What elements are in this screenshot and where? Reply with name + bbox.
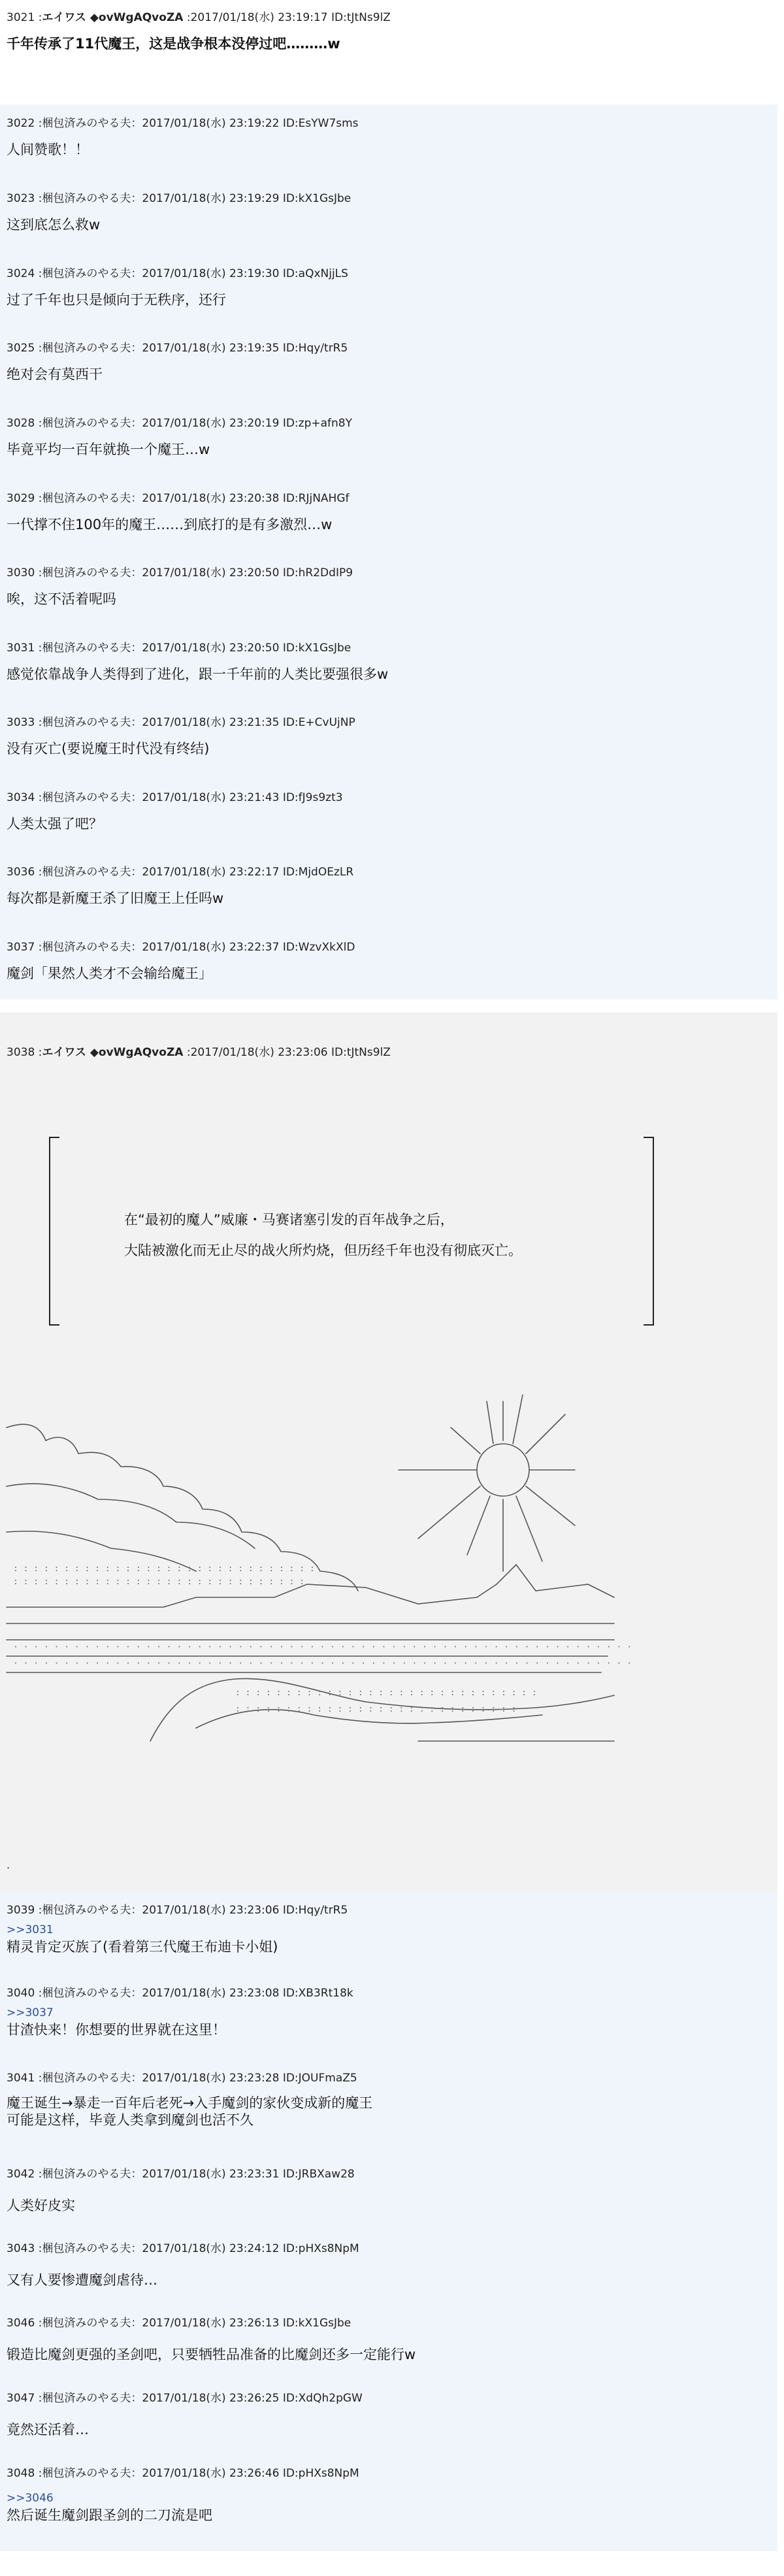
post (7, 791, 343, 834)
post-date: 2017/01/18(水) 23:23:06 (142, 1904, 280, 1917)
poster-name: 梱包済みのやる夫 (42, 2392, 131, 2405)
poster-id: ID:JRBXaw28 (282, 2168, 355, 2181)
main-post (0, 1013, 777, 1891)
reply-anchor-link[interactable]: >>3046 (7, 2492, 54, 2505)
poster-name: 梱包済みのやる夫 (42, 1904, 131, 1917)
post-date: 2017/01/18(水) 23:21:43 (142, 791, 280, 804)
poster-name: 梱包済みのやる夫 (42, 417, 131, 430)
post-number: 3038 (7, 1046, 35, 1059)
poster-id: ID:kX1GsJbe (282, 192, 351, 205)
post-number: 3022 (7, 117, 35, 130)
post-header: 3041 :梱包済みのやる夫：2017/01/18(水) 23:23:28 ID:JOUFmaZ5 (7, 2072, 357, 2085)
poster-id: ID:tJtNs9lZ (331, 11, 391, 24)
poster-name: 梱包済みのやる夫 (42, 192, 131, 205)
post-date: 2017/01/18(水) 23:23:08 (142, 1987, 280, 2000)
post (7, 641, 388, 684)
post (7, 341, 348, 384)
post-body: 绝对会有莫西干 (7, 367, 103, 382)
post-number: 3041 (7, 2072, 35, 2085)
poster-id: ID:E+CvUjNP (282, 716, 355, 729)
svg-text:: : : : : : : : : : : : : : :: : : : : : : : : : : : : : : : : : : : : : : : : : : : : (235, 1704, 517, 1714)
post-header: 3034 :梱包済みのやる夫：2017/01/18(水) 23:21:43 ID:fJ9s9zt3 (7, 791, 343, 804)
poster-name: 梱包済みのやる夫 (42, 492, 131, 505)
post-header: 3047 :梱包済みのやる夫：2017/01/18(水) 23:26:25 ID:XdQh2pGW (7, 2392, 363, 2405)
post-header: 3039 :梱包済みのやる夫：2017/01/18(水) 23:23:06 ID:Hqy/trR5 (7, 1904, 348, 1917)
post (7, 2167, 355, 2215)
post-number: 3029 (7, 492, 35, 505)
poster-name: 梱包済みのやる夫 (42, 2317, 131, 2330)
poster-name: 梱包済みのやる夫 (42, 2467, 131, 2480)
ascii-dots (13, 1564, 632, 1714)
post-date: 2017/01/18(水) 23:22:37 (142, 941, 280, 954)
post-date: 2017/01/18(水) 23:19:30 (142, 267, 280, 280)
svg-text:: : : : : : : : : : : : : : :: : : : : : : : : : : : : : : : : : : : : : : : : : : : : : (13, 1577, 305, 1587)
reply-anchor-link[interactable]: >>3037 (7, 2006, 54, 2019)
poster-name: 梱包済みのやる夫 (42, 566, 131, 579)
poster-id: ID:RJjNAHGf (282, 492, 350, 505)
poster-name: 梱包済みのやる夫 (42, 941, 131, 954)
post (7, 715, 355, 758)
post (7, 491, 350, 534)
post-body: 人类好皮实 (7, 2198, 75, 2213)
narration-line-2: 大陆被激化而无止尽的战火所灼烧，但历经千年也没有彻底灭亡。 (124, 1243, 522, 1258)
post-body: 人类太强了吧？ (7, 816, 103, 832)
poster-id: ID:aQxNjjLS (282, 267, 348, 280)
post-date: 2017/01/18(水) 23:20:19 (142, 417, 280, 430)
post-number: 3048 (7, 2467, 35, 2480)
post-date: 2017/01/18(水) 23:26:25 (142, 2392, 280, 2405)
poster-id: ID:WzvXkXlD (282, 941, 355, 954)
post-number: 3037 (7, 941, 35, 954)
post (7, 2071, 372, 2128)
poster-id: ID:EsYW7sms (282, 117, 359, 130)
post-number: 3021 (7, 11, 35, 24)
post-number: 3042 (7, 2168, 35, 2181)
reply-block (0, 105, 777, 1000)
post-header: 3031 :梱包済みのやる夫：2017/01/18(水) 23:20:50 ID:kX1GsJbe (7, 642, 351, 655)
poster-id: ID:Hqy/trR5 (282, 342, 348, 355)
post-body: 然后诞生魔剑跟圣剑的二刀流是吧 (7, 2507, 212, 2523)
poster-name: 梱包済みのやる夫 (42, 791, 131, 804)
poster-name: エイワス ◆ovWgAQvoZA (42, 11, 184, 24)
poster-id: ID:JOUFmaZ5 (282, 2072, 357, 2085)
post (7, 2242, 359, 2290)
post (7, 865, 353, 908)
poster-name: 梱包済みのやる夫 (42, 2242, 131, 2255)
post (7, 2466, 359, 2525)
post-number: 3046 (7, 2317, 35, 2330)
post-header: 3022 :梱包済みのやる夫：2017/01/18(水) 23:19:22 ID:EsYW7sms (7, 117, 359, 130)
post-body: 锻造比魔剑更强的圣剑吧，只要牺牲品准备的比魔剑还多一定能行w (7, 2347, 416, 2362)
post-number: 3040 (7, 1987, 35, 2000)
post-body: 感觉依靠战争人类得到了进化，跟一千年前的人类比要强很多w (7, 666, 389, 682)
post (7, 1986, 353, 2040)
post-number: 3031 (7, 642, 35, 655)
post-header: 3046 :梱包済みのやる夫：2017/01/18(水) 23:26:13 ID:kX1GsJbe (7, 2317, 351, 2330)
post-number: 3025 (7, 342, 35, 355)
poster-name: エイワス ◆ovWgAQvoZA (42, 1046, 184, 1059)
post-body: 人间赞歌！！ (7, 142, 89, 157)
post-body: 千年传承了11代魔王，这是战争根本没停过吧………w (7, 36, 340, 52)
post-header: 3040 :梱包済みのやる夫：2017/01/18(水) 23:23:08 ID:XB3Rt18k (7, 1987, 353, 2000)
post-header: 3024 :梱包済みのやる夫：2017/01/18(水) 23:19:30 ID:aQxNjjLS (7, 267, 348, 280)
post-date: 2017/01/18(水) 23:20:50 (142, 642, 280, 655)
post-header: 3038 :エイワス ◆ovWgAQvoZA :2017/01/18(水) 23:23:06 ID:tJtNs9lZ (7, 1046, 391, 1059)
narration-line-1: 在“最初的魔人”威廉・马赛诸塞引发的百年战争之后， (124, 1212, 454, 1228)
post-header: 3029 :梱包済みのやる夫：2017/01/18(水) 23:20:38 ID:RJjNAHGf (7, 492, 350, 505)
post-number: 3034 (7, 791, 35, 804)
post (7, 566, 353, 609)
post-number: 3033 (7, 716, 35, 729)
svg-text:: : : : : : : : : : : : : : :: : : : : : : : : : : : : : : : : : : : : : : : : : : : : : : (13, 1564, 315, 1574)
post-header: 3036 :梱包済みのやる夫：2017/01/18(水) 23:22:17 ID:MjdOEzLR (7, 866, 354, 879)
poster-id: ID:XB3Rt18k (282, 1987, 353, 2000)
post-header: 3042 :梱包済みのやる夫：2017/01/18(水) 23:23:31 ID:JRBXaw28 (7, 2168, 355, 2181)
post-date: 2017/01/18(水) 23:20:38 (142, 492, 280, 505)
narration-frame-left (49, 1137, 59, 1326)
svg-text:· · · · · · · · · · · · · · ·: · · · · · · · · · · · · · · · · · · · · · · · · · · · · · · · · · · · · · · · · · · · · · · · · · · · · · · · · · · · · · (13, 1659, 632, 1669)
post-date: 2017/01/18(水) 23:24:12 (142, 2242, 280, 2255)
post (7, 940, 355, 983)
post-body: 毕竟平均一百年就换一个魔王…w (7, 442, 210, 457)
poster-id: ID:kX1GsJbe (282, 642, 351, 655)
post-date: 2017/01/18(水) 23:23:31 (142, 2168, 280, 2181)
poster-id: ID:zp+afn8Y (282, 417, 352, 430)
poster-name: 梱包済みのやる夫 (42, 342, 131, 355)
post-date: 2017/01/18(水) 23:19:22 (142, 117, 280, 130)
post-number: 3030 (7, 566, 35, 579)
post-header: 3037 :梱包済みのやる夫：2017/01/18(水) 23:22:37 ID:WzvXkXlD (7, 941, 355, 954)
poster-id: ID:fJ9s9zt3 (282, 791, 343, 804)
reply-anchor-link[interactable]: >>3031 (7, 1923, 54, 1936)
post-date: 2017/01/18(水) 23:21:35 (142, 716, 280, 729)
poster-name: 梱包済みのやる夫 (42, 716, 131, 729)
post-header: 3023 :梱包済みのやる夫：2017/01/18(水) 23:19:29 ID:kX1GsJbe (7, 192, 351, 205)
post-date: 2017/01/18(水) 23:26:13 (142, 2317, 280, 2330)
post-body: 一代撑不住100年的魔王……到底打的是有多激烈…w (7, 517, 333, 532)
post-header: 3025 :梱包済みのやる夫：2017/01/18(水) 23:19:35 ID:Hqy/trR5 (7, 342, 348, 355)
post-body: 竟然还活着… (7, 2422, 89, 2437)
post-number: 3039 (7, 1904, 35, 1917)
post (7, 416, 352, 459)
poster-name: 梱包済みのやる夫 (42, 1987, 131, 2000)
poster-name: 梱包済みのやる夫 (42, 267, 131, 280)
post-date: 2017/01/18(水) 23:23:06 (190, 1046, 328, 1059)
post-number: 3024 (7, 267, 35, 280)
post-body: 魔王诞生→暴走一百年后老死→入手魔剑的家伙变成新的魔王 可能是这样，毕竟人类拿到魔剑也活不久 (7, 2095, 373, 2128)
post (7, 191, 351, 235)
poster-id: ID:tJtNs9lZ (331, 1046, 391, 1059)
post-body: 没有灭亡(要说魔王时代没有终结) (7, 741, 210, 757)
svg-text:: : : : : : : : : : : : : : :: : : : : : : : : : : : : : : : : : : : : : : : : : : : : : : (235, 1688, 537, 1698)
post-body: 这到底怎么救w (7, 217, 101, 233)
post (7, 267, 348, 310)
poster-id: ID:kX1GsJbe (282, 2317, 351, 2330)
post-date: 2017/01/18(水) 23:23:28 (142, 2072, 280, 2085)
post-date: 2017/01/18(水) 23:20:50 (142, 566, 280, 579)
post (7, 1903, 348, 1957)
poster-name: 梱包済みのやる夫 (42, 866, 131, 879)
post-body: 又有人要惨遭魔剑虐待… (7, 2272, 157, 2288)
post-date: 2017/01/18(水) 23:19:17 (190, 11, 328, 24)
poster-name: 梱包済みのやる夫 (42, 2168, 131, 2181)
poster-id: ID:MjdOEzLR (282, 866, 354, 879)
post-body: 甘渣快来！你想要的世界就在这里！ (7, 2022, 226, 2038)
post-header: 3033 :梱包済みのやる夫：2017/01/18(水) 23:21:35 ID:E+CvUjNP (7, 716, 355, 729)
poster-id: ID:pHXs8NpM (282, 2467, 359, 2480)
post (7, 116, 359, 159)
poster-name: 梱包済みのやる夫 (42, 2072, 131, 2085)
reply-block (0, 1891, 777, 2551)
post-body: 唉，这不活着呢吗 (7, 591, 116, 607)
post-header: 3043 :梱包済みのやる夫：2017/01/18(水) 23:24:12 ID:pHXs8NpM (7, 2242, 359, 2255)
poster-id: ID:XdQh2pGW (282, 2392, 363, 2405)
poster-id: ID:hR2DdIP9 (282, 566, 353, 579)
post-header: 3048 :梱包済みのやる夫：2017/01/18(水) 23:26:46 ID:pHXs8NpM (7, 2467, 359, 2480)
post-date: 2017/01/18(水) 23:26:46 (142, 2467, 280, 2480)
narration-frame-right (644, 1137, 654, 1326)
post (7, 2391, 363, 2439)
post-number: 3023 (7, 192, 35, 205)
post-number: 3047 (7, 2392, 35, 2405)
post-header: 3021 :エイワス ◆ovWgAQvoZA :2017/01/18(水) 23:19:17 ID:tJtNs9lZ (7, 11, 391, 24)
post-date: 2017/01/18(水) 23:22:17 (142, 866, 280, 879)
poster-name: 梱包済みのやる夫 (42, 117, 131, 130)
post-body: 过了千年也只是倾向于无秩序，还行 (7, 292, 226, 308)
post-header: 3028 :梱包済みのやる夫：2017/01/18(水) 23:20:19 ID:zp+afn8Y (7, 417, 352, 430)
post-number: 3028 (7, 417, 35, 430)
svg-text:· · · · · · · · · · · · · · ·: · · · · · · · · · · · · · · · · · · · · · · · · · · · · · · · · · · · · · · · · · · · · · · · · · · · · · · · · · · · · · (13, 1642, 632, 1652)
post-number: 3043 (7, 2242, 35, 2255)
trailing-dot: . (7, 1859, 10, 1871)
post-header: 3030 :梱包済みのやる夫：2017/01/18(水) 23:20:50 ID:hR2DdIP9 (7, 566, 353, 579)
post-date: 2017/01/18(水) 23:19:35 (142, 342, 280, 355)
post-body: 魔剑「果然人类才不会输给魔王」 (7, 966, 212, 981)
post-number: 3036 (7, 866, 35, 879)
post-body: 每次都是新魔王杀了旧魔王上任吗w (7, 890, 224, 906)
post (0, 0, 777, 91)
post-body: 精灵肯定灭族了(看着第三代魔王布迪卡小姐) (7, 1939, 278, 1955)
poster-name: 梱包済みのやる夫 (42, 642, 131, 655)
post-date: 2017/01/18(水) 23:19:29 (142, 192, 280, 205)
landscape-ascii-art (0, 1388, 777, 1846)
poster-id: ID:Hqy/trR5 (282, 1904, 348, 1917)
post (7, 2316, 416, 2364)
poster-id: ID:pHXs8NpM (282, 2242, 359, 2255)
